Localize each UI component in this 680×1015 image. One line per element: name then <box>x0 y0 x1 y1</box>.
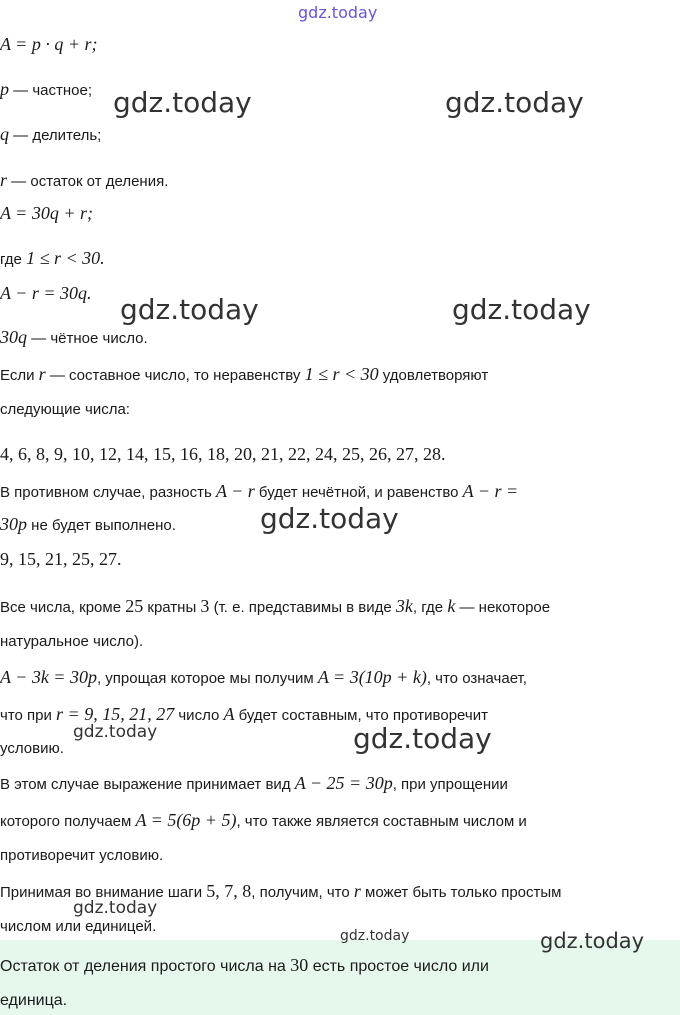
def-remainder: r — остаток от деления. <box>0 170 169 190</box>
eq-a-30q: A = 30q + r; <box>0 203 93 223</box>
r-composite: что при r = 9, 15, 21, 27 число A будет составным, что противоречит <box>0 704 488 724</box>
eq-3k: A − 3k = 30p, упрощая которое мы получим A = 3(10p + k), что означает, <box>0 667 527 687</box>
answer-line-1: Остаток от деления простого числа на 30 есть простое число или <box>0 955 489 975</box>
composite-case: Если r — составное число, то неравенству 1 ≤ r < 30 удовлетворяют <box>0 364 489 384</box>
following-numbers: следующие числа: <box>0 401 130 418</box>
def-quotient: p — частное; <box>0 79 92 99</box>
not-satisfied: 30p не будет выполнено. <box>0 514 176 534</box>
natural-number: натуральное число). <box>0 633 144 650</box>
eq-5: которого получаем A = 5(6p + 5), что также является составным числом и <box>0 810 527 830</box>
otherwise-case: В противном случае, разность A − r будет нечётной, и равенство A − r = <box>0 481 519 501</box>
watermark: gdz.today <box>445 86 584 119</box>
even-number: 30q — чётное число. <box>0 327 148 347</box>
watermark: gdz.today <box>452 293 591 326</box>
eq-division: A = p · q + r; <box>0 34 98 54</box>
range-r: где 1 ≤ r < 30. <box>0 248 105 268</box>
odd-list: 9, 15, 21, 25, 27. <box>0 549 122 569</box>
watermark: gdz.today <box>340 928 410 944</box>
multiples-of-3: Все числа, кроме 25 кратны 3 (т. е. представимы в виде 3k, где k — некоторое <box>0 596 551 616</box>
watermark: gdz.today <box>260 502 399 535</box>
composite-list: 4, 6, 8, 9, 10, 12, 14, 15, 16, 18, 20, 21, 22, 24, 25, 26, 27, 28. <box>0 444 446 464</box>
def-divisor: q — делитель; <box>0 124 102 144</box>
condition: условию. <box>0 740 64 757</box>
contradiction: противоречит условию. <box>0 847 164 864</box>
case-25: В этом случае выражение принимает вид A − 25 = 30p, при упрощении <box>0 773 508 793</box>
prime-or-one: числом или единицей. <box>0 918 157 935</box>
watermark: gdz.today <box>120 293 259 326</box>
watermark: gdz.today <box>73 898 158 918</box>
watermark: gdz.today <box>73 722 158 742</box>
watermark: gdz.today <box>113 86 252 119</box>
answer-line-2: единица. <box>0 992 68 1009</box>
considering-steps: Принимая во внимание шаги 5, 7, 8, получим, что r может быть только простым <box>0 881 562 901</box>
watermark: gdz.today <box>353 722 492 755</box>
eq-a-minus-r: A − r = 30q. <box>0 283 92 303</box>
watermark-top: gdz.today <box>298 3 378 22</box>
watermark: gdz.today <box>540 929 645 953</box>
